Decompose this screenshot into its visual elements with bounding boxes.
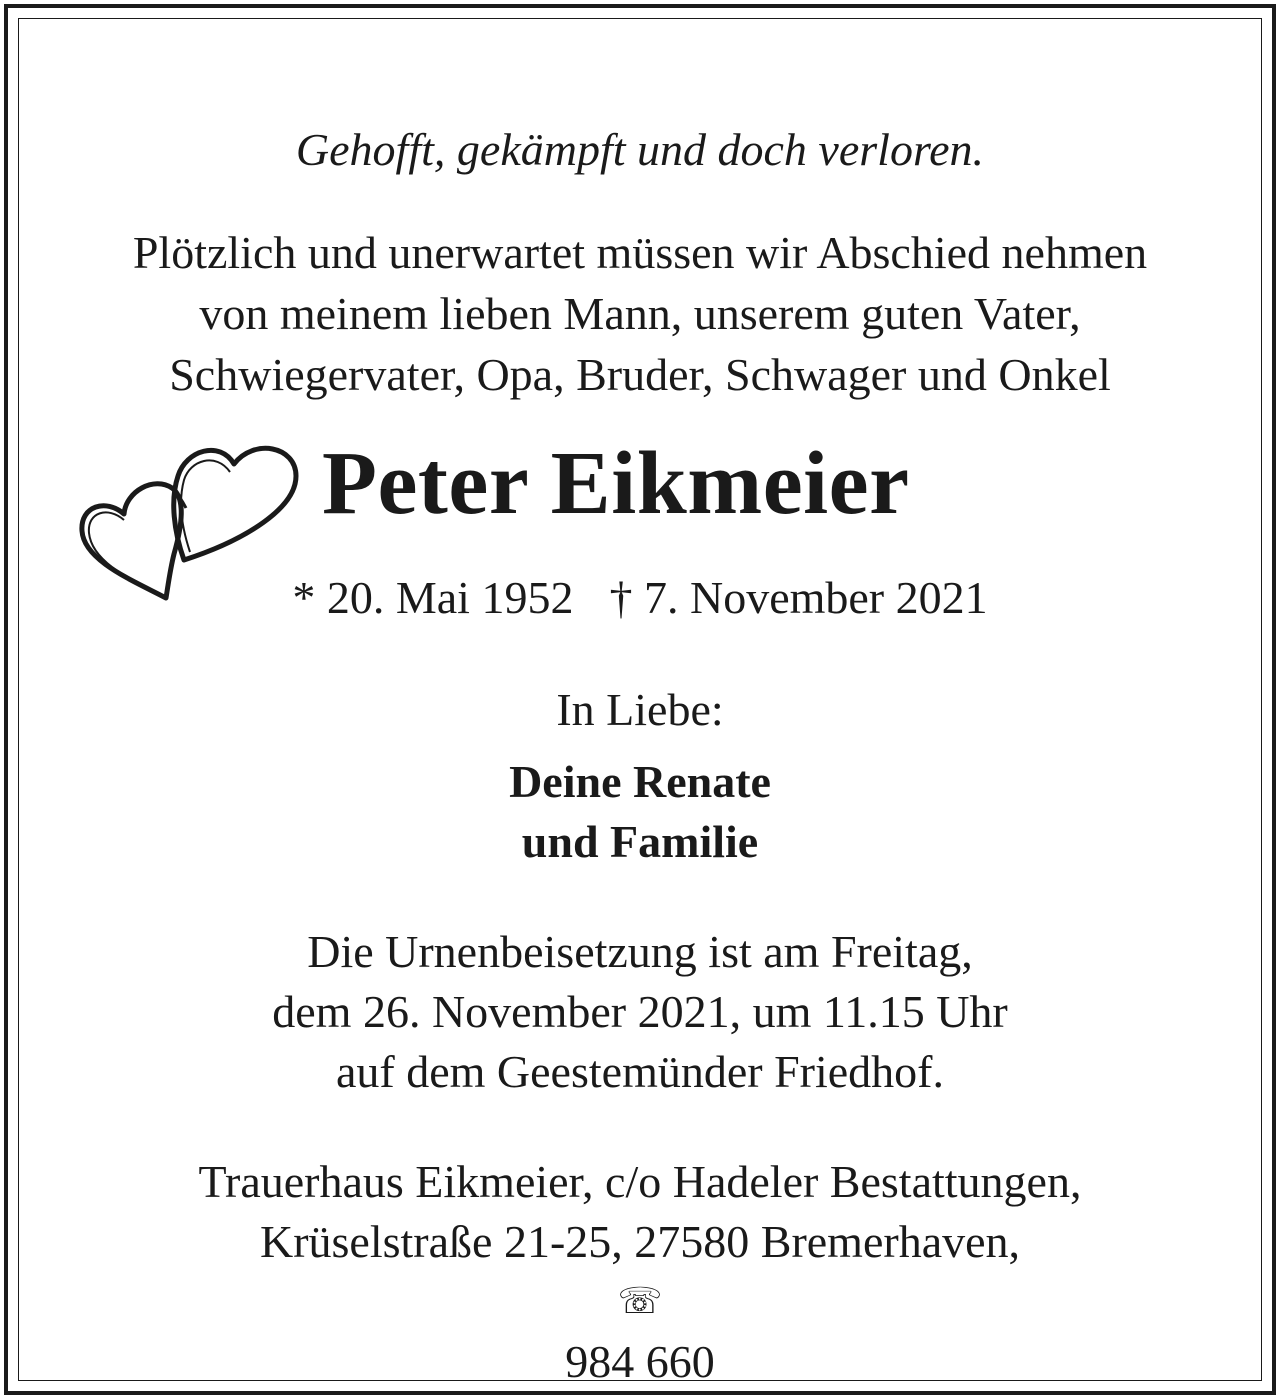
burial-line-3: auf dem Geestemünder Friedhof. bbox=[335, 1046, 945, 1097]
intro-text bbox=[0, 222, 1280, 405]
motto: Gehofft, gekämpft und doch verloren. bbox=[295, 124, 985, 175]
mourner-line-2: und Familie bbox=[521, 816, 759, 867]
contact-address: Krüselstraße 21-25, 27580 Bremerhaven, bbox=[259, 1216, 1021, 1267]
contact-line-1: Trauerhaus Eikmeier, c/o Hadeler Bestattungen, bbox=[198, 1156, 1082, 1207]
life-dates bbox=[0, 568, 1280, 628]
contact-line-2 bbox=[0, 1212, 1280, 1392]
intro-line-2: von meinem lieben Mann, unserem guten Vater, bbox=[199, 288, 1081, 339]
telephone-icon: ☏ bbox=[617, 1281, 663, 1322]
deceased-name: Peter Eikmeier bbox=[322, 434, 910, 533]
burial-info bbox=[0, 922, 1280, 1102]
death-date: † 7. November 2021 bbox=[609, 572, 988, 623]
contact-info bbox=[0, 1152, 1280, 1392]
intro-line-3: Schwiegervater, Opa, Bruder, Schwager und Onkel bbox=[169, 349, 1111, 400]
burial-line-1: Die Urnenbeisetzung ist am Freitag, bbox=[307, 926, 973, 977]
in-love-label: In Liebe: bbox=[556, 684, 724, 735]
phone-number: 984 660 bbox=[565, 1336, 715, 1387]
intro-line-1: Plötzlich und unerwartet müssen wir Abschied nehmen bbox=[132, 227, 1148, 278]
right-heart-icon bbox=[174, 448, 296, 560]
burial-line-2: dem 26. November 2021, um 11.15 Uhr bbox=[272, 986, 1008, 1037]
birth-date: * 20. Mai 1952 bbox=[292, 572, 574, 623]
mourners bbox=[0, 752, 1280, 872]
mourner-line-1: Deine Renate bbox=[509, 756, 771, 807]
